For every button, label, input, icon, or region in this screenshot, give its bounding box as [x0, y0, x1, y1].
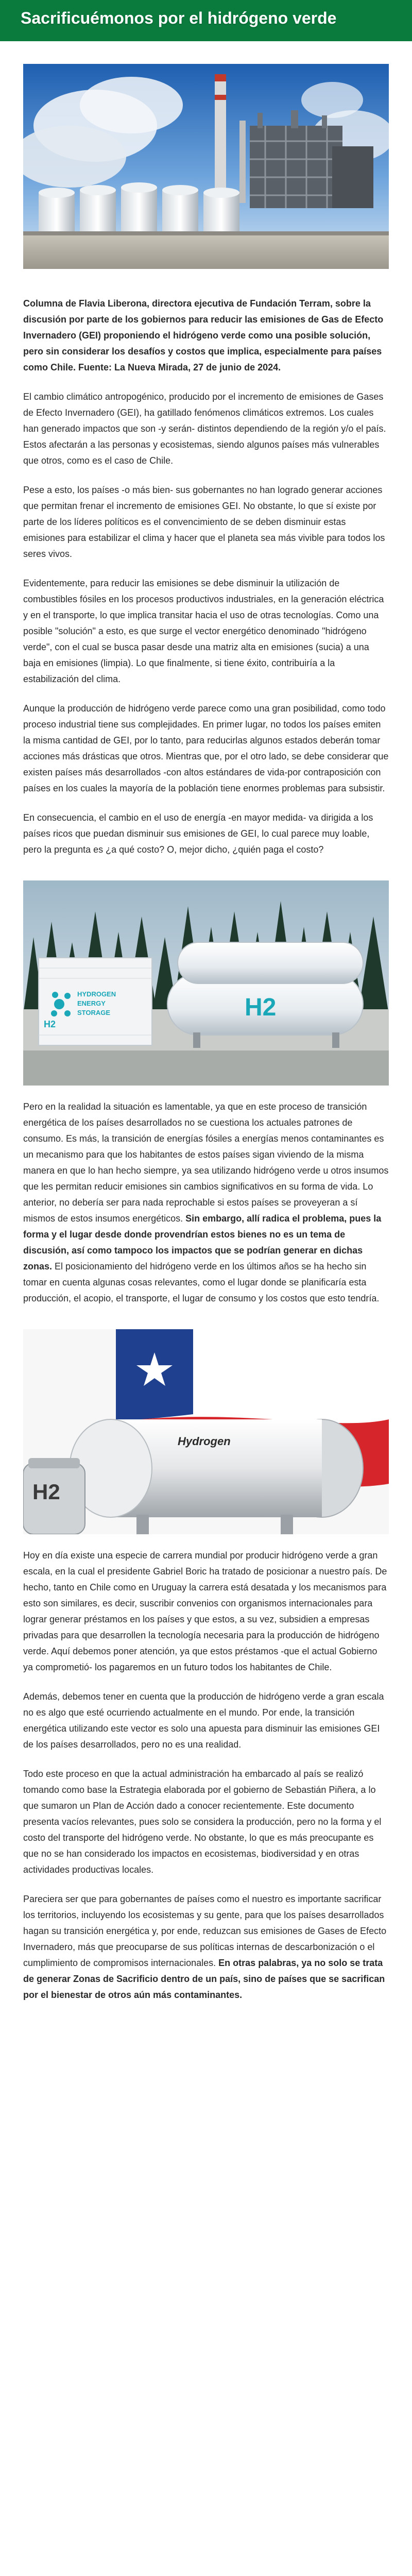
hydrogen-storage-illustration — [23, 880, 389, 1086]
container-label: HYDROGEN — [77, 990, 116, 998]
paragraph: Además, debemos tener en cuenta que la producción de hidrógeno verde a gran escala no es algo que esté ocurriendo actualmente en el mundo. Por ende, la transición energética utilizando este vector es solo una apuesta para disminuir las emisiones GEI de los países desarrollados, pero no es una realidad. — [23, 1691, 384, 1750]
h2-logo: H2 — [245, 994, 277, 1021]
paragraph-text: Pareciera ser que para gobernantes de países como el nuestro es importante sacrificar los territorios, incluyendo los ecosistemas y su gente, para que los países desarrollados hagan su transición energética y, por ende, reduzcan sus emisiones de Gases de Efecto Invernadero, más que preocuparse de sus políticas internas de descarbonización o el cumplimiento de compromisos internacionales. — [23, 1894, 387, 1968]
hydrogen-plant-illustration — [23, 64, 389, 269]
article-content — [0, 41, 412, 2024]
h2-logo: H2 — [32, 1480, 60, 1504]
paragraph-emphasis: En otras palabras, ya no solo se trata de generar Zonas de Sacrificio dentro de un país, sino de países que se sacrifican por el bienestar de otros aún más contaminantes. — [23, 1958, 385, 2000]
paragraph: Hoy en día existe una especie de carrera mundial por producir hidrógeno verde a gran escala, en la cual el presidente Gabriel Boric ha tratado de posicionar a nuestro país. De hecho, tanto en Chile como en Uruguay la carrera está desatada y los mecanismos para esto son similares, es decir, suscribir convenios con organismos internacionales para lograr generar préstamos en los países y que estos, a su vez, subsidien a empresas privadas para que desarrollen la tecnología necesaria para la producción de hidrógeno verde. Aquí debemos poner atención, ya que estos préstamos -que el actual Gobierno ya comprometió- los pagaremos en un futuro todos los habitantes de Chile. — [23, 1550, 387, 1672]
paragraph: En consecuencia, el cambio en el uso de energía -en mayor medida- va dirigida a los países ricos que puedan disminuir sus emisiones de GEI, lo cual parece muy loable, pero la pregunta es ¿a qué costo? O, mejor dicho, ¿quién paga el costo? — [23, 812, 373, 855]
h2-logo: H2 — [44, 1019, 56, 1029]
paragraph-text: Pero en la realidad la situación es lamentable, ya que en este proceso de transición energética de los países desarrollados no se cuestiona los actuales patrones de consumo. Es más, la transición de energías fósiles a energías menos contaminantes es un mecanismo para que los habitantes de estos países sigan viviendo de la misma manera en que lo han hecho siempre, ya sea utilizando hidrógeno verde u otros insumos que les permitan reducir emisiones sin cambios significativos en su forma de vida. Lo anterior, no debería ser para nada reprochable si estos países se proveyeran a sí mismos de estos insumos energéticos. — [23, 1101, 389, 1224]
paragraph-emphasis: Sin embargo, allí radica el problema, pues la forma y el lugar desde donde provendrían estos bienes no es un tema de discusión, así como tampoco los impactos que se podrían generar en dichas zonas. — [23, 1213, 382, 1272]
chile-tank-image — [23, 1329, 389, 1534]
hero-image — [23, 64, 389, 269]
paragraph — [23, 1099, 389, 1307]
container-label: STORAGE — [77, 1009, 111, 1016]
tank-text: Hydrogen — [178, 1435, 231, 1448]
paragraph: Todo este proceso en que la actual administración ha embarcado al país se realizó tomando como base la Estrategia elaborada por el gobierno de Sebastián Piñera, a lo que sumaron un Plan de Acción dado a conocer recientemente. Este documento presenta vacíos relevantes, pues solo se considera la producción, pero no la forma y el costo del transporte del hidrógeno verde. No obstante, lo que es más preocupante es que no se han considerado los impactos en ecosistemas, biodiversidad y en otras actividades productivas locales. — [23, 1769, 382, 1875]
container-label: ENERGY — [77, 999, 106, 1007]
paragraph: Evidentemente, para reducir las emisiones se debe disminuir la utilización de combustibles fósiles en los procesos productivos industriales, en la generación eléctrica y en el transporte, lo que implica transitar hacia el uso de otras tecnologías. Como una posible "solución" a esto, es que surge el vector energético denominado "hidrógeno verde", con el cual se busca pasar desde una matriz alta en emisiones (sucia) a una baja en emisiones (limpia). Lo que finalmente, si tiene éxito, contribuiría a la estabilización del clima. — [23, 578, 384, 684]
article-intro: Columna de Flavia Liberona, directora ejecutiva de Fundación Terram, sobre la discusión por parte de los gobiernos para reducir las emisiones de Gas de Efecto Invernadero (GEI) proponiendo el hidrógeno verde como una posible solución, pero sin considerar los desafíos y costos que implica, especialmente para países como Chile. Fuente: La Nueva Mirada, 27 de junio de 2024. — [23, 298, 384, 372]
hydrogen-tank-chile-flag-illustration — [23, 1329, 389, 1534]
paragraph: Aunque la producción de hidrógeno verde parece como una gran posibilidad, como todo proceso industrial tiene sus complejidades. En primer lugar, no todos los países emiten la misma cantidad de GEI, por lo tanto, para reducirlas algunos estados deberán tomar acciones más drásticas que otros. Mientras que, por el otro lado, se debe considerar que existen países más desarrollados -con altos estándares de vida-por contraposición con países en los cuales la mayoría de la población tiene enormes problemas para subsistir. — [23, 703, 389, 793]
page-title: Sacrificuémonos por el hidrógeno verde — [21, 9, 337, 27]
paragraph: El cambio climático antropogénico, producido por el incremento de emisiones de Gases de Efecto Invernadero (GEI), ha gatillado fenómenos climáticos extremos. Los cuales han generado impactos que son -y serán- distintos dependiendo de la región y/o el país. Estos afectarán a las personas y ecosistemas, siendo algunos países más vulnerables que otros, como es el caso de Chile. — [23, 392, 386, 466]
paragraph: Pese a esto, los países -o más bien- sus gobernantes no han logrado generar acciones que permitan frenar el incremento de emisiones GEI. No obstante, lo que sí existe por parte de los líderes políticos es el convencimiento de se deben disminuir estas emisiones para estabilizar el clima y hacer que el planeta sea más vivible para todos los seres vivos. — [23, 485, 385, 559]
paragraph — [23, 1891, 389, 2003]
paragraph-text: El posicionamiento del hidrógeno verde en los últimos años se ha hecho sin tomar en cuenta algunas cosas relevantes, como el lugar donde se planificaría esta producción, el acopio, el transporte, el lugar de consumo y los costos que esto tendría. — [23, 1261, 380, 1303]
page-header — [0, 0, 412, 41]
storage-image — [23, 880, 389, 1086]
